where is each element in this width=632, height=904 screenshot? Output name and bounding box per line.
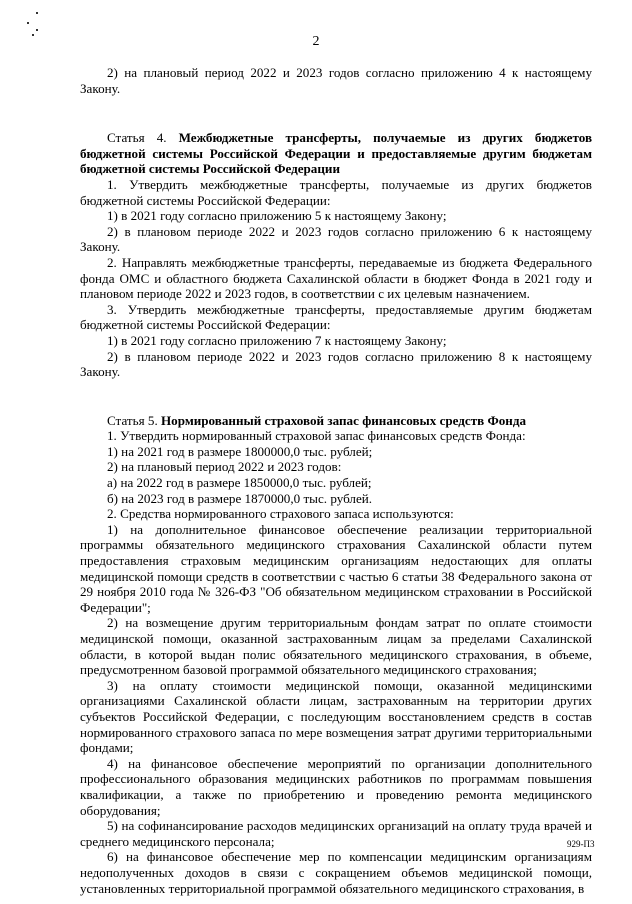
paragraph: 1) в 2021 году согласно приложению 7 к настоящему Закону; <box>107 332 447 348</box>
paragraph: 2. Направлять межбюджетные трансферты, передаваемые из бюджета Федерального фонда ОМС и областного бюджета Сахалинской области в бюджет Фонда в 2021 году и плановом периоде 2022 и 2023 годов, в соответствии с их целевым назначением. <box>80 254 592 302</box>
article-5-prefix: Статья 5. <box>107 412 161 428</box>
paragraph: 1) в 2021 году согласно приложению 5 к настоящему Закону; <box>107 208 447 224</box>
paragraph: 6) на финансовое обеспечение мер по компенсации медицинским организациям недополученных доходов в связи с сокращением объемов медицинской помощи, установленных территориальной программой обязательного медицинского страхования, в <box>80 849 592 896</box>
article-5-title: Нормированный страховой запас финансовых средств Фонда <box>161 412 527 428</box>
paragraph: 3. Утвердить межбюджетные трансферты, предоставляемые другим бюджетам бюджетной системы Российской Федерации: <box>80 301 592 333</box>
document-body <box>80 65 592 896</box>
paragraph: 4) на финансовое обеспечение мероприятий по организации дополнительного профессионального образования медицинских работников по программам повышения квалификации, а также по приобретению и проведению ремонта медицинского оборудования; <box>80 755 592 818</box>
footer-code: 929-П3 <box>567 839 595 849</box>
paragraph: 1) на дополнительное финансовое обеспечение реализации территориальной программы обязательного медицинского страхования Сахалинской области путем предоставления страховым медицинским организациям недостающих для оплаты медицинской помощи средств в соответствии с частью 6 статьи 38 Федерального закона от 29 ноября 2010 года № 326-ФЗ "Об обязательном медицинском страховании в Российской Федерации"; <box>80 521 592 615</box>
paragraph: 2) на возмещение другим территориальным фондам затрат по оплате стоимости медицинской помощи, оказанной застрахованным лицам за пределами Сахалинской области, в которой выдан полис обязательного медицинского страхования, в объеме, предусмотренном базовой программой обязательного медицинского страхования; <box>80 615 592 678</box>
article-4-title: Межбюджетные трансферты, получаемые из других бюджетов бюджетной системы Российской Федерации и предоставляемые другим бюджетам бюджетной системы Российской Федерации <box>80 130 593 177</box>
paragraph: б) на 2023 год в размере 1870000,0 тыс. рублей. <box>107 490 373 506</box>
paragraph: 2) в плановом периоде 2022 и 2023 годов согласно приложению 6 к настоящему Закону. <box>80 223 592 255</box>
paragraph: 2) в плановом периоде 2022 и 2023 годов согласно приложению 8 к настоящему Закону. <box>80 348 592 380</box>
article-4-prefix: Статья 4. <box>107 130 179 146</box>
paragraph: 3) на оплату стоимости медицинской помощи, оказанной медицинскими организациями Сахалинской области лицам, застрахованным на территории других субъектов Российской Федерации, с последующим восстановлением средств в состав нормированного страхового запаса по мере возмещения затрат другими территориальными фондами; <box>80 677 592 756</box>
paragraph: 5) на софинансирование расходов медицинских организаций на оплату труда врачей и среднего медицинского персонала; <box>80 818 592 849</box>
paragraph: 2) на плановый период 2022 и 2023 годов согласно приложению 4 к настоящему Закону. <box>80 65 592 96</box>
article-4-heading <box>80 130 592 177</box>
article-5-heading <box>80 413 592 429</box>
paragraph: 1. Утвердить межбюджетные трансферты, получаемые из других бюджетов бюджетной системы Российской Федерации: <box>80 176 592 208</box>
page-number: 2 <box>312 34 320 49</box>
paragraph: 2) на плановый период 2022 и 2023 годов: <box>107 459 342 475</box>
paragraph: а) на 2022 год в размере 1850000,0 тыс. рублей; <box>107 475 372 491</box>
paragraph: 1) на 2021 год в размере 1800000,0 тыс. рублей; <box>107 443 373 459</box>
paragraph: 1. Утвердить нормированный страховой запас финансовых средств Фонда: <box>107 428 526 444</box>
paragraph: 2. Средства нормированного страхового запаса используются: <box>107 506 454 522</box>
